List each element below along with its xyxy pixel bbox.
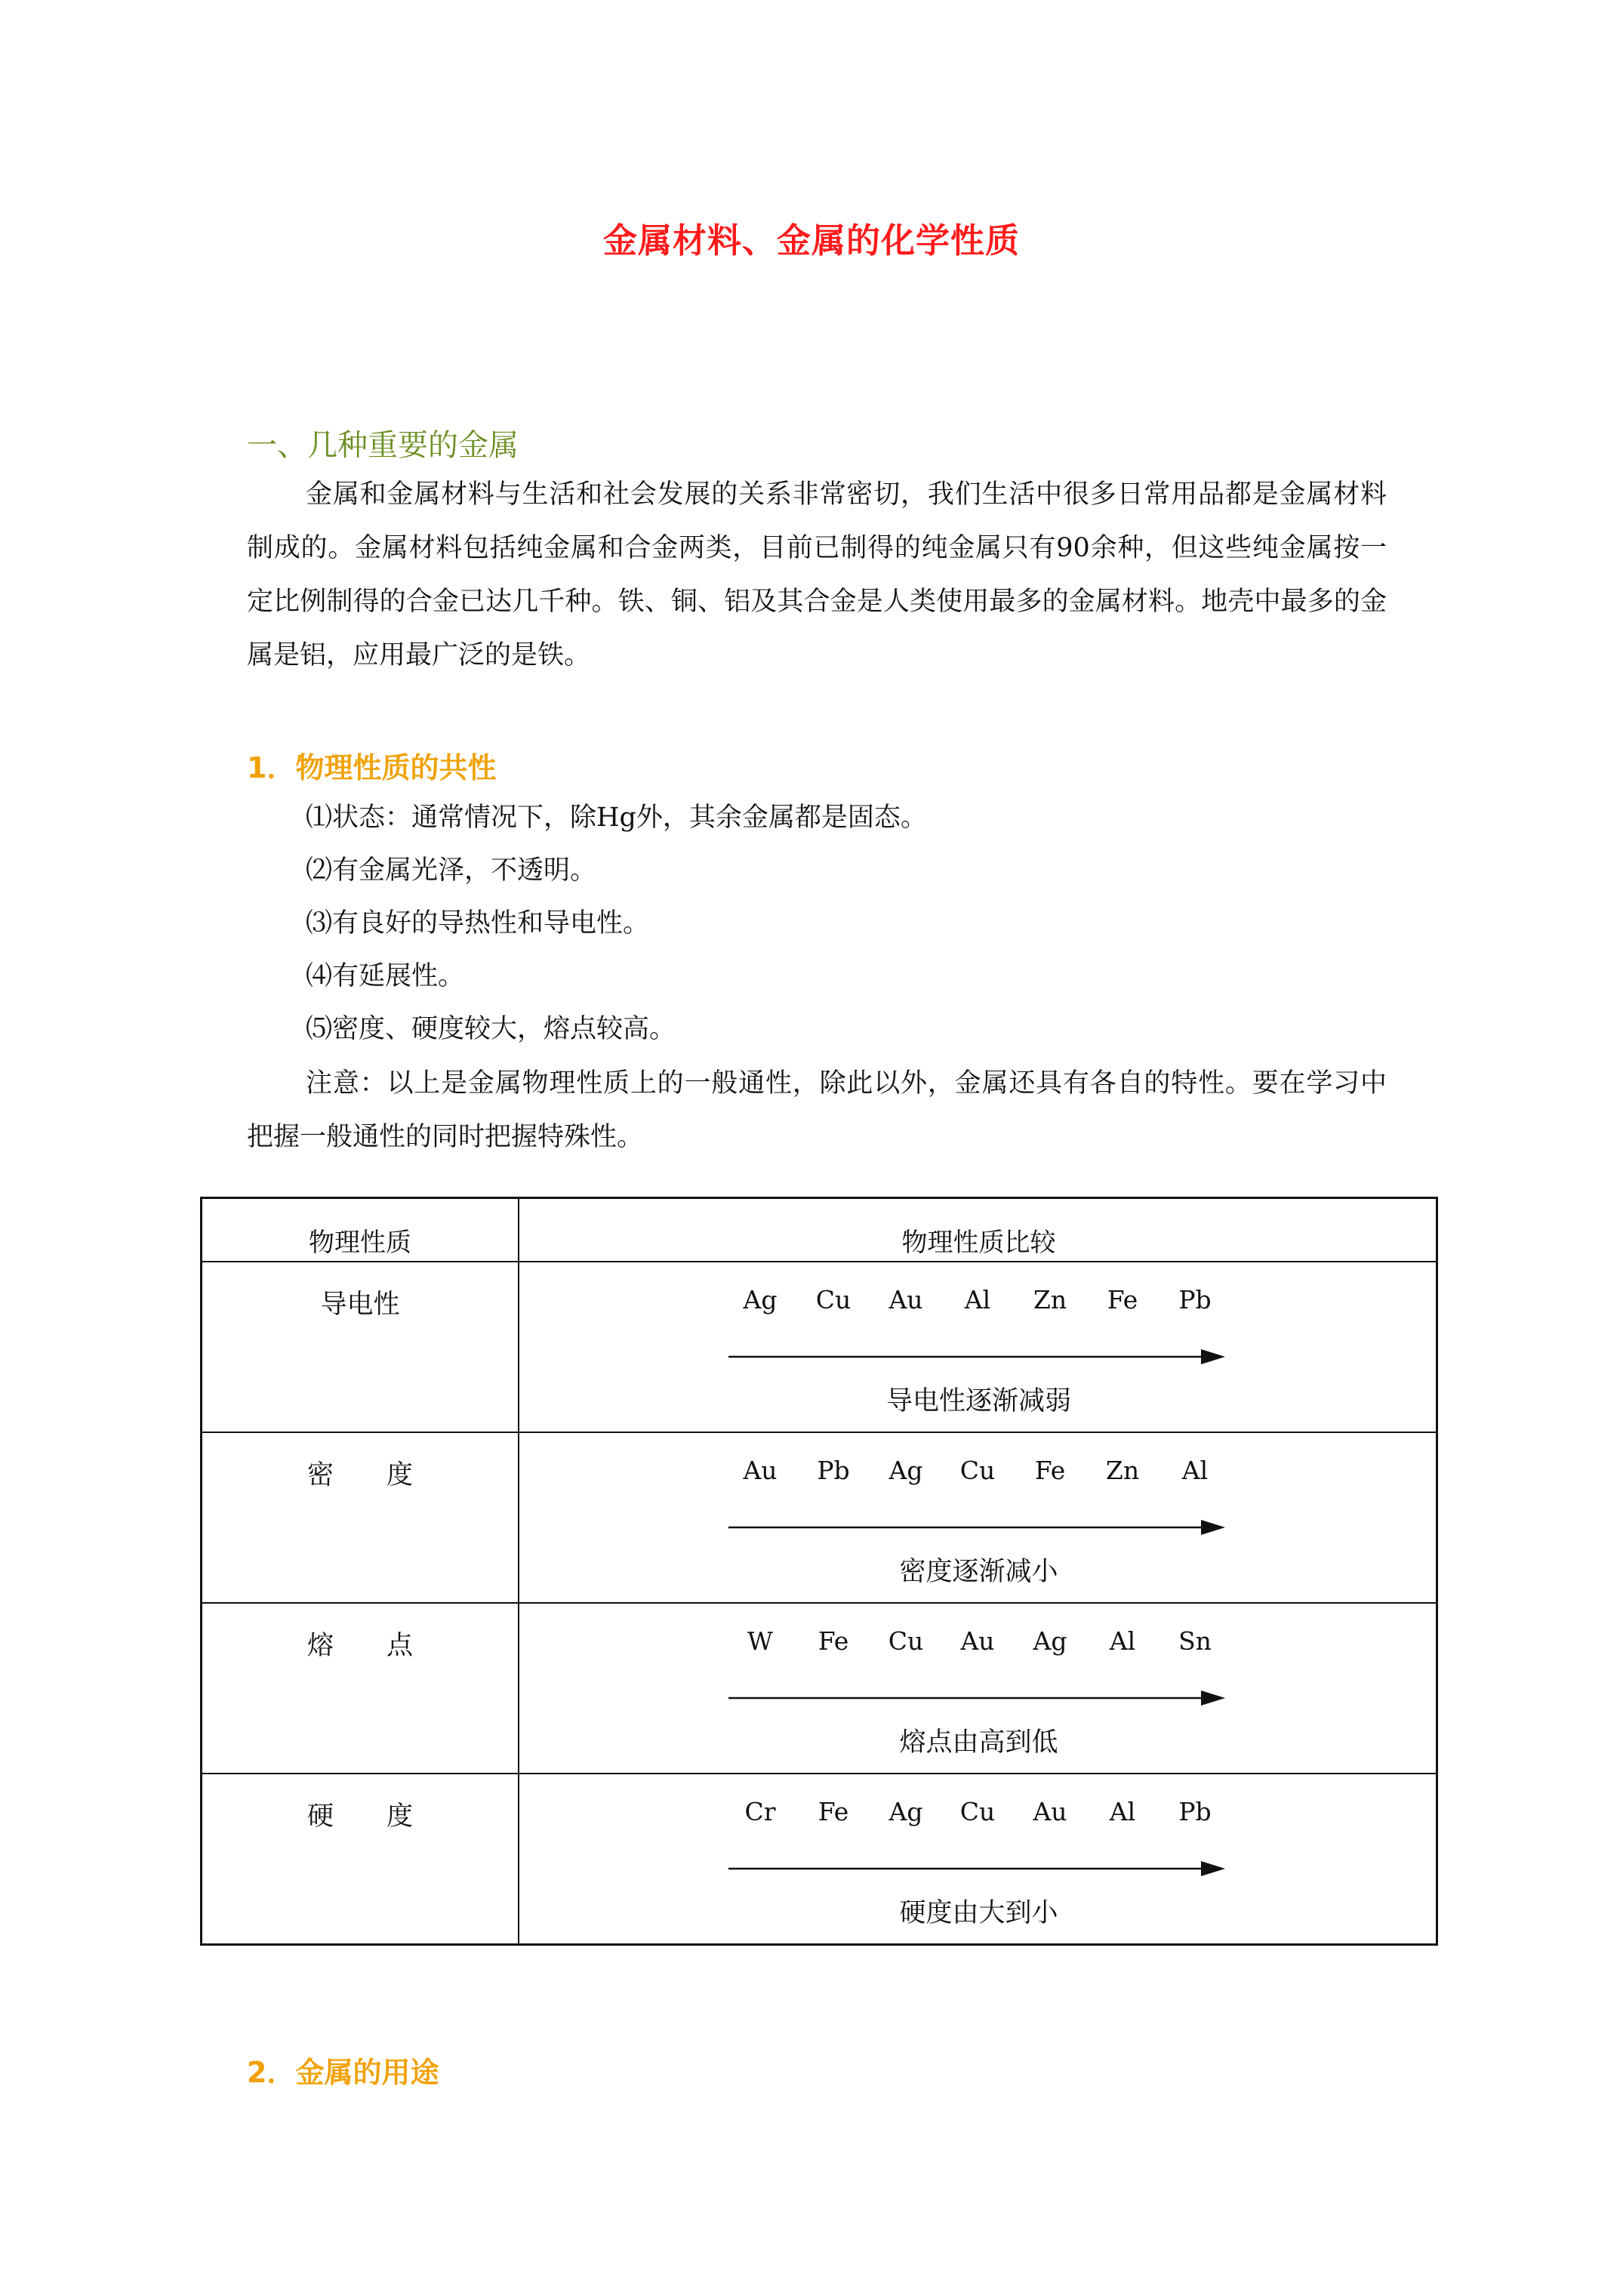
metal-symbol: Pb [1178,1797,1212,1826]
trend-arrow-icon [727,1687,1240,1709]
metal-symbol: Al [1109,1626,1136,1656]
metal-symbol: Au [888,1285,923,1314]
trend-arrow-icon [727,1857,1240,1880]
metal-symbol: Ag [888,1797,923,1826]
metal-symbol: Au [960,1626,995,1656]
trend-arrow-icon [727,1345,1240,1368]
list-item: ⑷有延展性。 [306,961,465,991]
trend-caption: 熔点由高到低 [899,1727,1058,1758]
metal-symbol: Sn [1178,1626,1212,1656]
table-row-divider [202,1602,1436,1604]
metal-symbol: Pb [1178,1285,1212,1314]
section-heading-metal-uses: 2．金属的用途 [247,2056,439,2089]
list-item: ⑶有良好的导热性和导电性。 [306,908,650,938]
metal-symbol: Cu [959,1456,996,1485]
metal-symbol: Al [964,1285,991,1314]
metal-symbol: Cu [815,1285,852,1314]
list-item: ⑸密度、硬度较大，熔点较高。 [306,1014,676,1044]
metal-symbol: Zn [1105,1456,1140,1485]
trend-caption: 硬度由大到小 [899,1898,1058,1928]
trend-arrow-icon [727,1516,1240,1539]
table-row-divider [202,1261,1436,1262]
metal-symbol: Fe [818,1626,849,1656]
table-row-property: 硬 度 [306,1801,413,1832]
section-heading-physical-properties: 1．物理性质的共性 [247,751,497,784]
section-heading-important-metals: 一、几种重要的金属 [247,428,519,463]
list-item: ⑵有金属光泽，不透明。 [306,855,597,886]
trend-caption: 密度逐渐减小 [899,1557,1058,1587]
table-header-comparison: 物理性质比较 [901,1228,1056,1258]
metal-symbol: Cu [888,1626,924,1656]
metal-symbol: Au [1033,1797,1067,1826]
metal-symbol: Al [1109,1797,1136,1826]
metal-symbol: Ag [743,1285,778,1314]
table-row-property: 密 度 [306,1460,413,1490]
trend-caption: 导电性逐渐减弱 [885,1386,1071,1416]
document-title: 金属材料、金属的化学性质 [602,220,1020,260]
table-row-divider [202,1773,1436,1774]
metal-symbol: Zn [1033,1285,1067,1314]
metal-symbol: Au [743,1456,778,1485]
metal-symbol: Cu [959,1797,996,1826]
metal-symbol: Fe [1107,1285,1138,1314]
table-row-divider [202,1432,1436,1433]
metal-symbol: Cr [744,1797,776,1826]
table-header-property: 物理性质 [309,1228,411,1258]
metal-symbol: W [747,1626,773,1656]
list-item: ⑴状态：通常情况下，除Hg外，其余金属都是固态。 [306,803,927,833]
metal-symbol: Fe [1034,1456,1066,1485]
table-row-property: 熔 点 [306,1631,413,1661]
intro-paragraph: 金属和金属材料与生活和社会发展的关系非常密切，我们生活中很多日常用品都是金属材料制成的。金属材料包括纯金属和合金两类，目前已制得的纯金属只有90余种，但这些纯金属按一定比例制得的合金已达几千种。铁、铜、铝及其合金是人类使用最多的金属材料。地壳中最多的金属是铝，应用最广泛的是铁。 [247,479,1387,670]
metal-symbol: Pb [817,1456,850,1485]
physical-properties-table [200,1197,1438,1946]
metal-symbol: Fe [818,1797,849,1826]
metal-symbol: Al [1181,1456,1209,1485]
metal-symbol: Ag [888,1456,923,1485]
metal-symbol: Ag [1033,1626,1067,1656]
table-row-property: 导电性 [320,1290,400,1320]
properties-list [306,791,1393,1056]
note-paragraph: 注意：以上是金属物理性质上的一般通性，除此以外，金属还具有各自的特性。要在学习中把握一般通性的同时把握特殊性。 [247,1068,1387,1152]
